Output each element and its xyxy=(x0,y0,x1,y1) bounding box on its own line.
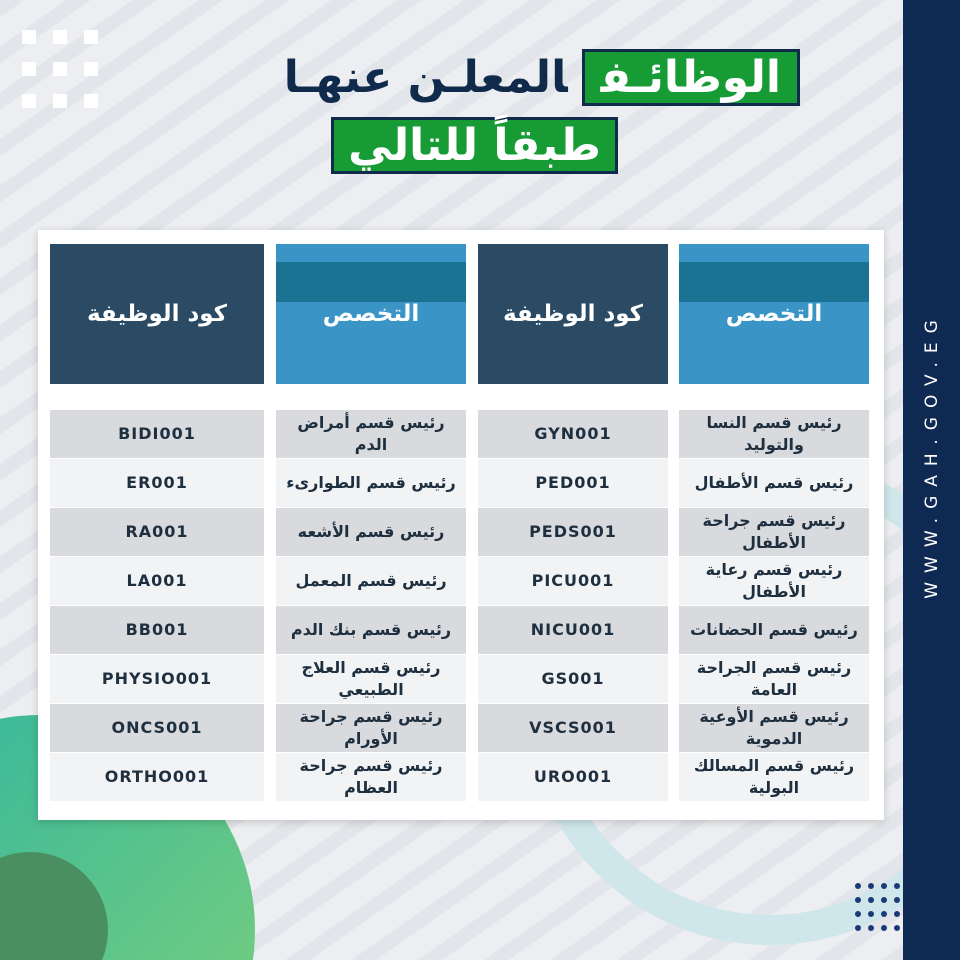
cell-right-code: PED001 xyxy=(478,459,668,507)
cell-left-code: ORTHO001 xyxy=(50,753,264,801)
page-title-line2 xyxy=(331,118,618,174)
cell-left-code: LA001 xyxy=(50,557,264,605)
cell-right-specialty: رئيس قسم الأطفال xyxy=(679,459,869,507)
header-job-code-left: كود الوظيفة xyxy=(50,244,264,384)
cell-left-specialty: رئيس قسم أمراض الدم xyxy=(276,410,466,458)
cell-left-specialty: رئيس قسم جراحة العظام xyxy=(276,753,466,801)
cell-left-code: PHYSIO001 xyxy=(50,655,264,703)
website-url xyxy=(903,0,960,960)
cell-left-specialty: رئيس قسم بنك الدم xyxy=(276,606,466,654)
cell-left-specialty: رئيس قسم جراحة الأورام xyxy=(276,704,466,752)
cell-left-specialty: رئيس قسم الطوارىء xyxy=(276,459,466,507)
page-title-line1 xyxy=(284,47,800,109)
cell-right-code: NICU001 xyxy=(478,606,668,654)
title-highlight-2: طبقاً للتالي xyxy=(331,117,618,174)
cell-right-code: URO001 xyxy=(478,753,668,801)
cell-left-specialty: رئيس قسم العلاج الطبيعي xyxy=(276,655,466,703)
cell-right-code: GYN001 xyxy=(478,410,668,458)
header-specialty-left: التخصص xyxy=(276,244,466,384)
cell-left-specialty: رئيس قسم الأشعه xyxy=(276,508,466,556)
cell-left-specialty: رئيس قسم المعمل xyxy=(276,557,466,605)
cell-left-code: ER001 xyxy=(50,459,264,507)
cell-right-specialty: رئيس قسم المسالك البولية xyxy=(679,753,869,801)
title-highlight-1: الوظائـف xyxy=(582,49,800,106)
cell-right-specialty: رئيس قسم جراحة الأطفال xyxy=(679,508,869,556)
header-job-code-right: كود الوظيفة xyxy=(478,244,668,384)
website-text: WWW.GAH.GOV.EG xyxy=(921,311,942,599)
cell-right-code: PICU001 xyxy=(478,557,668,605)
cell-right-specialty: رئيس قسم الأوعية الدموية xyxy=(679,704,869,752)
dots-decoration-bottom xyxy=(852,880,904,936)
cell-right-specialty: رئيس قسم الجراحة العامة xyxy=(679,655,869,703)
title-rest-1: المعلـن عنهـا xyxy=(283,52,568,103)
cell-left-code: RA001 xyxy=(50,508,264,556)
cell-left-code: BIDI001 xyxy=(50,410,264,458)
cell-left-code: ONCS001 xyxy=(50,704,264,752)
cell-right-specialty: رئيس قسم النسا والتوليد xyxy=(679,410,869,458)
cell-right-code: PEDS001 xyxy=(478,508,668,556)
cell-right-specialty: رئيس قسم الحضانات xyxy=(679,606,869,654)
cell-right-code: GS001 xyxy=(478,655,668,703)
cell-left-code: BB001 xyxy=(50,606,264,654)
header-specialty-right: التخصص xyxy=(679,244,869,384)
cell-right-code: VSCS001 xyxy=(478,704,668,752)
cell-right-specialty: رئيس قسم رعاية الأطفال xyxy=(679,557,869,605)
